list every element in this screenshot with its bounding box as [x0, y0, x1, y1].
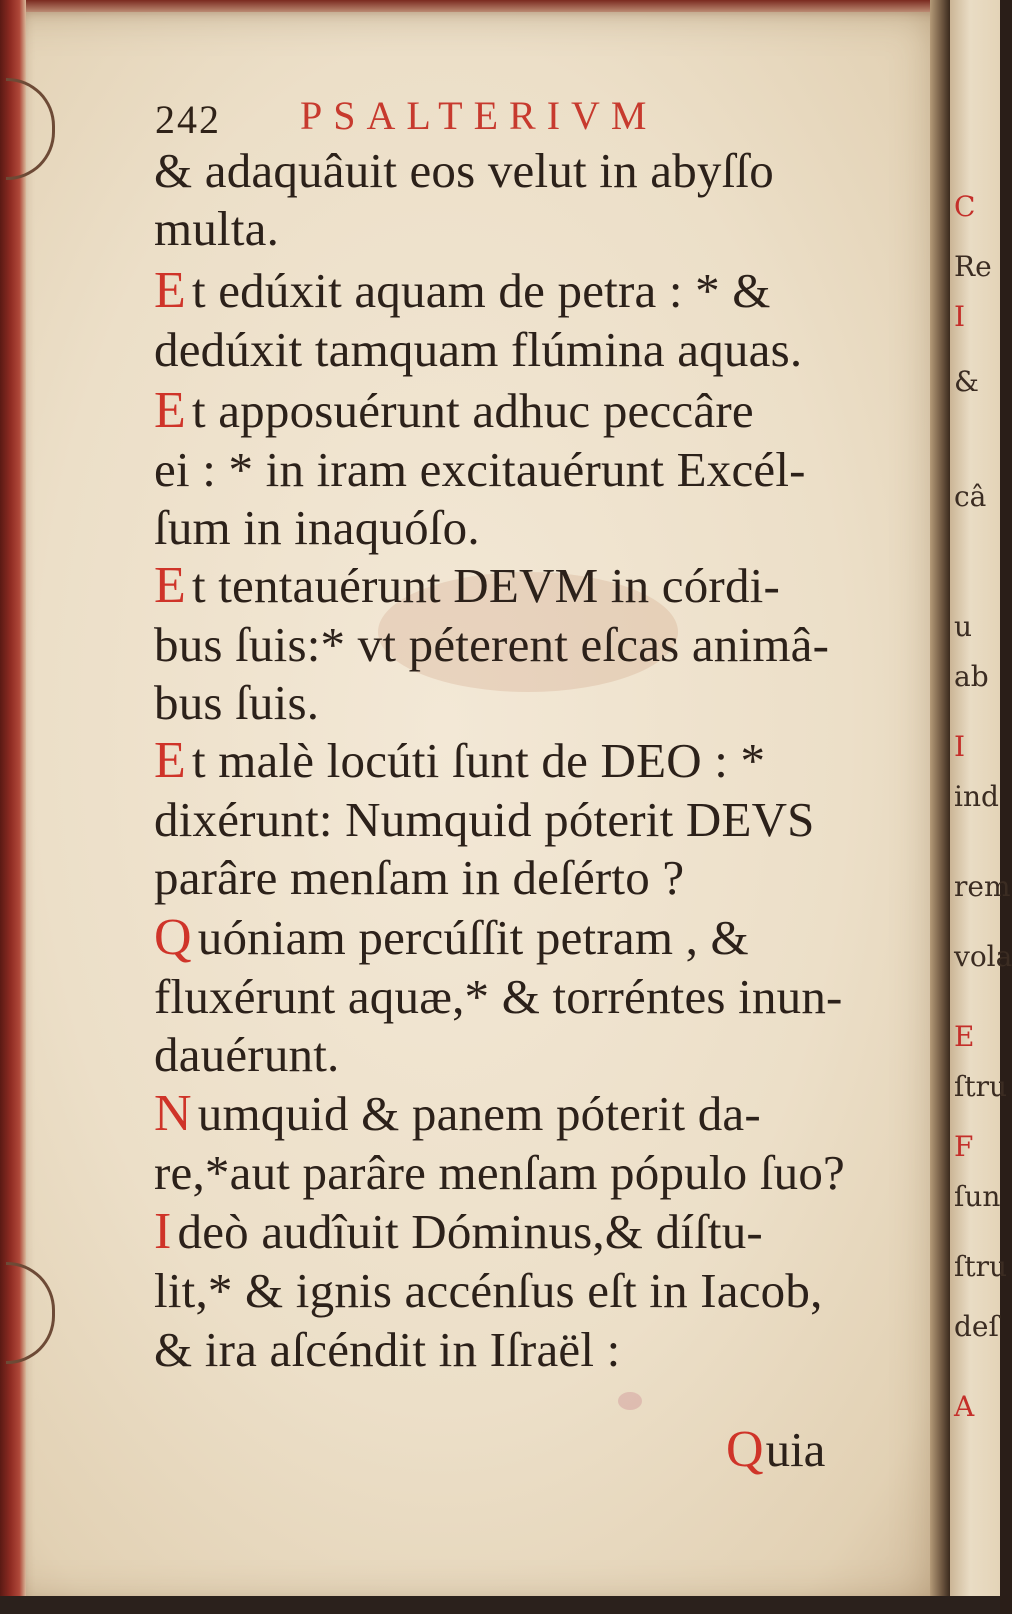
red-initial-letter: E: [154, 262, 186, 319]
catchword-text: uia: [765, 1422, 826, 1477]
line-text: t apposuérunt adhuc peccâre: [191, 383, 754, 438]
text-line: [154, 1322, 621, 1377]
text-line: [154, 382, 754, 439]
text-line: [154, 262, 771, 319]
text-line: [154, 1145, 845, 1200]
text-line: [154, 675, 320, 730]
facing-page-fragment: Re: [954, 250, 992, 283]
book-binding-edge: [0, 0, 26, 1614]
line-text: uóniam percúſſit petram , &: [197, 910, 749, 965]
text-line: [154, 617, 830, 672]
line-text: t edúxit aquam de petra : * &: [191, 263, 771, 318]
text-line: [154, 1203, 763, 1260]
line-text: & ira aſcéndit in Iſraël :: [154, 1322, 621, 1377]
line-text: lit,* & ignis accénſus eſt in Iacob,: [154, 1263, 823, 1318]
text-line: [154, 143, 774, 198]
page-stain: [618, 1392, 642, 1410]
text-line: [154, 1027, 340, 1082]
red-initial-letter: E: [154, 732, 186, 789]
facing-page-fragment: C: [954, 190, 976, 223]
line-text: deò audîuit Dóminus,& díſtu-: [177, 1204, 763, 1259]
line-text: umquid & panem póterit da-: [197, 1086, 761, 1141]
red-initial-letter: Q: [154, 909, 192, 966]
book-gutter: [930, 0, 950, 1614]
text-line: [154, 500, 480, 555]
line-text: bus ſuis.: [154, 675, 320, 730]
text-line: [154, 909, 749, 966]
facing-page-fragment: E: [954, 1020, 975, 1053]
line-text: t malè locúti ſunt de DEO : *: [191, 733, 766, 788]
line-text: fluxérunt aquæ,* & torréntes inun-: [154, 969, 843, 1024]
facing-page-fragment: u: [954, 610, 973, 643]
text-line: [154, 850, 685, 905]
facing-page-fragment: ſtru: [954, 1070, 1008, 1103]
text-line: [154, 442, 806, 497]
page-number: 242: [155, 97, 221, 142]
line-text: parâre menſam in deſérto ?: [154, 850, 685, 905]
facing-page-fragment: ind: [954, 780, 999, 813]
text-line: [154, 732, 766, 789]
facing-page-fragment: I: [954, 730, 966, 763]
text-line: [154, 201, 280, 256]
red-initial-letter: N: [154, 1085, 192, 1142]
facing-page-fragment: &: [954, 365, 979, 398]
red-initial-letter: E: [154, 557, 186, 614]
text-line: [154, 969, 843, 1024]
red-initial-letter: E: [154, 382, 186, 439]
facing-page: [950, 0, 1012, 1614]
text-line: [154, 322, 803, 377]
facing-page-fragment: câ: [954, 480, 987, 513]
text-line: [154, 792, 815, 847]
facing-page-fragment: vola: [954, 940, 1012, 973]
line-text: re,*aut parâre menſam pópulo ſuo?: [154, 1145, 845, 1200]
line-text: dauérunt.: [154, 1027, 340, 1082]
line-text: & adaquâuit eos velut in abyſſo: [154, 143, 774, 198]
text-line: [154, 1085, 761, 1142]
line-text: dedúxit tamquam flúmina aquas.: [154, 322, 803, 377]
catchword: [726, 1420, 825, 1479]
facing-page-fragment: rem: [954, 870, 1011, 903]
facing-page-fragment: ſun: [954, 1180, 1001, 1213]
facing-page-fragment: ab: [954, 660, 989, 693]
red-initial-letter: I: [154, 1203, 172, 1260]
line-text: ſum in inaquóſo.: [154, 500, 480, 555]
facing-page-fragment: F: [954, 1130, 974, 1163]
bottom-edge: [0, 1596, 1000, 1614]
facing-page-fragment: deſ: [954, 1310, 999, 1343]
line-text: bus ſuis:* vt péterent eſcas animâ-: [154, 617, 830, 672]
line-text: ei : * in iram excitauérunt Excél-: [154, 442, 806, 497]
line-text: dixérunt: Numquid póterit DEVS: [154, 792, 815, 847]
text-line: [154, 1263, 823, 1318]
facing-page-fragment: ſtru: [954, 1250, 1008, 1283]
running-title: PSALTERIVM: [300, 93, 658, 138]
line-text: multa.: [154, 201, 280, 256]
catchword-initial: Q: [726, 1421, 764, 1478]
facing-page-fragment: I: [954, 300, 966, 333]
facing-page-fragment: A: [954, 1390, 975, 1423]
text-line: [154, 557, 780, 614]
line-text: t tentauérunt DEVM in córdi-: [191, 558, 780, 613]
